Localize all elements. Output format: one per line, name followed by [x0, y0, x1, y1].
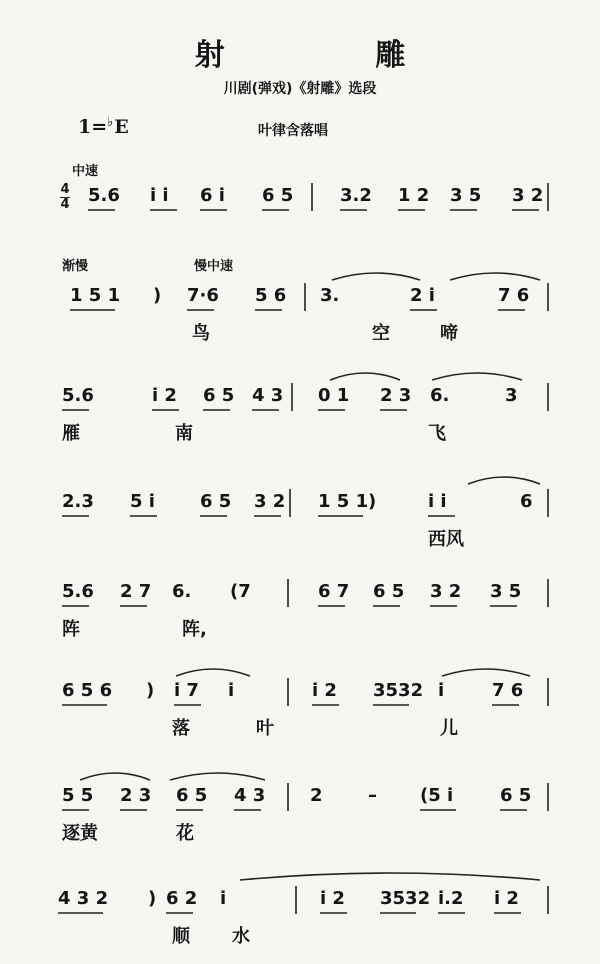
- note-group: 7 6: [498, 285, 530, 306]
- note-group: 2: [310, 785, 323, 806]
- key-signature: 1=♭E: [78, 115, 129, 138]
- tempo-intro: 中速: [72, 164, 99, 179]
- note-group: –: [368, 785, 377, 806]
- note-group: 6.: [430, 385, 450, 406]
- lyric: 啼: [440, 323, 458, 344]
- note-group: 5.6: [88, 185, 120, 206]
- note-group: ): [148, 888, 157, 909]
- lyric: 叶: [256, 718, 274, 739]
- note-group: 2 3: [120, 785, 152, 806]
- lyric: 落: [172, 718, 190, 739]
- lyric: 鸟: [192, 323, 210, 344]
- note-group: i: [220, 888, 227, 909]
- lyric: 阵,: [182, 619, 207, 640]
- note-group: 7 6: [492, 680, 524, 701]
- note-group: 2 3: [380, 385, 412, 406]
- note-group: i 2: [494, 888, 519, 909]
- song-title: 射 雕: [194, 38, 476, 73]
- slur: [330, 373, 400, 380]
- note-group: 6.: [172, 581, 192, 602]
- note-group: 6 5: [373, 581, 405, 602]
- note-group: 1 2: [398, 185, 430, 206]
- note-group: 2 7: [120, 581, 152, 602]
- note-group: 3: [505, 385, 518, 406]
- slur: [170, 773, 265, 780]
- note-group: 5 i: [130, 491, 155, 512]
- note-group: 6 5 6: [62, 680, 113, 701]
- note-group: (7: [230, 581, 251, 602]
- note-group: 6 5: [203, 385, 235, 406]
- note-group: 6 7: [318, 581, 350, 602]
- note-group: i.2: [438, 888, 464, 909]
- note-group: i i: [428, 491, 447, 512]
- note-group: 1 5 1: [318, 491, 369, 512]
- note-group: 3 2: [254, 491, 286, 512]
- lyric: 花: [176, 823, 194, 844]
- lyric: 南: [175, 423, 193, 444]
- note-group: i 7: [174, 680, 199, 701]
- lyric: 空: [372, 323, 390, 344]
- slur: [468, 477, 540, 484]
- slur: [240, 873, 540, 880]
- lyric: 飞: [428, 423, 446, 444]
- note-group: 3 5: [490, 581, 522, 602]
- time-signature: 4 4: [60, 182, 70, 212]
- slur: [450, 273, 540, 280]
- note-group: ): [146, 680, 155, 701]
- note-group: 4 3: [252, 385, 284, 406]
- slur: [80, 773, 150, 780]
- note-group: 5.6: [62, 581, 94, 602]
- note-group: 0 1: [318, 385, 350, 406]
- note-group: 3 2: [512, 185, 544, 206]
- note-group: 5.6: [62, 385, 94, 406]
- note-group: 6 i: [200, 185, 225, 206]
- note-group: i 2: [312, 680, 337, 701]
- note-group: 4 3: [234, 785, 266, 806]
- note-group: i 2: [152, 385, 177, 406]
- lyric: 逐黄: [62, 823, 98, 844]
- note-group: 3.: [320, 285, 340, 306]
- note-group: 6 5: [200, 491, 232, 512]
- lyric: 水: [232, 926, 250, 947]
- tempo-slow-medium: 慢中速: [194, 259, 234, 274]
- lyric: 阵: [62, 619, 80, 640]
- note-group: 3.2: [340, 185, 372, 206]
- note-group: 2.3: [62, 491, 94, 512]
- note-group: i: [438, 680, 445, 701]
- note-group: 1 5 1: [70, 285, 121, 306]
- slur: [176, 669, 250, 676]
- lyric: 雁: [62, 423, 80, 444]
- note-group: i: [228, 680, 235, 701]
- note-group: 6: [520, 491, 533, 512]
- lyric: 顺: [172, 926, 190, 947]
- tempo-slowing: 渐慢: [62, 259, 89, 274]
- singer-credit: 叶律含落唱: [258, 123, 328, 139]
- note-group: i i: [150, 185, 169, 206]
- note-group: 3532: [380, 888, 431, 909]
- note-group: ): [153, 285, 162, 306]
- note-group: 3 2: [430, 581, 462, 602]
- note-group: 6 5: [176, 785, 208, 806]
- note-group: 5 5: [62, 785, 94, 806]
- note-group: (5 i: [420, 785, 454, 806]
- note-group: 7·6: [187, 285, 219, 306]
- note-group: 4 3 2: [58, 888, 109, 909]
- note-group: 5 6: [255, 285, 287, 306]
- note-group: 3532: [373, 680, 424, 701]
- song-subtitle: 川剧(弹戏)《射雕》选段: [223, 81, 377, 97]
- note-group: i 2: [320, 888, 345, 909]
- lyric: 西风: [428, 529, 464, 550]
- note-group: 6 5: [500, 785, 532, 806]
- lyric: 儿: [440, 718, 458, 739]
- slur: [432, 373, 522, 380]
- note-group: ): [368, 491, 377, 512]
- note-group: 6 2: [166, 888, 198, 909]
- note-group: 2 i: [410, 285, 435, 306]
- note-group: 6 5: [262, 185, 294, 206]
- slur: [442, 669, 530, 676]
- note-group: 3 5: [450, 185, 482, 206]
- slur: [332, 273, 420, 280]
